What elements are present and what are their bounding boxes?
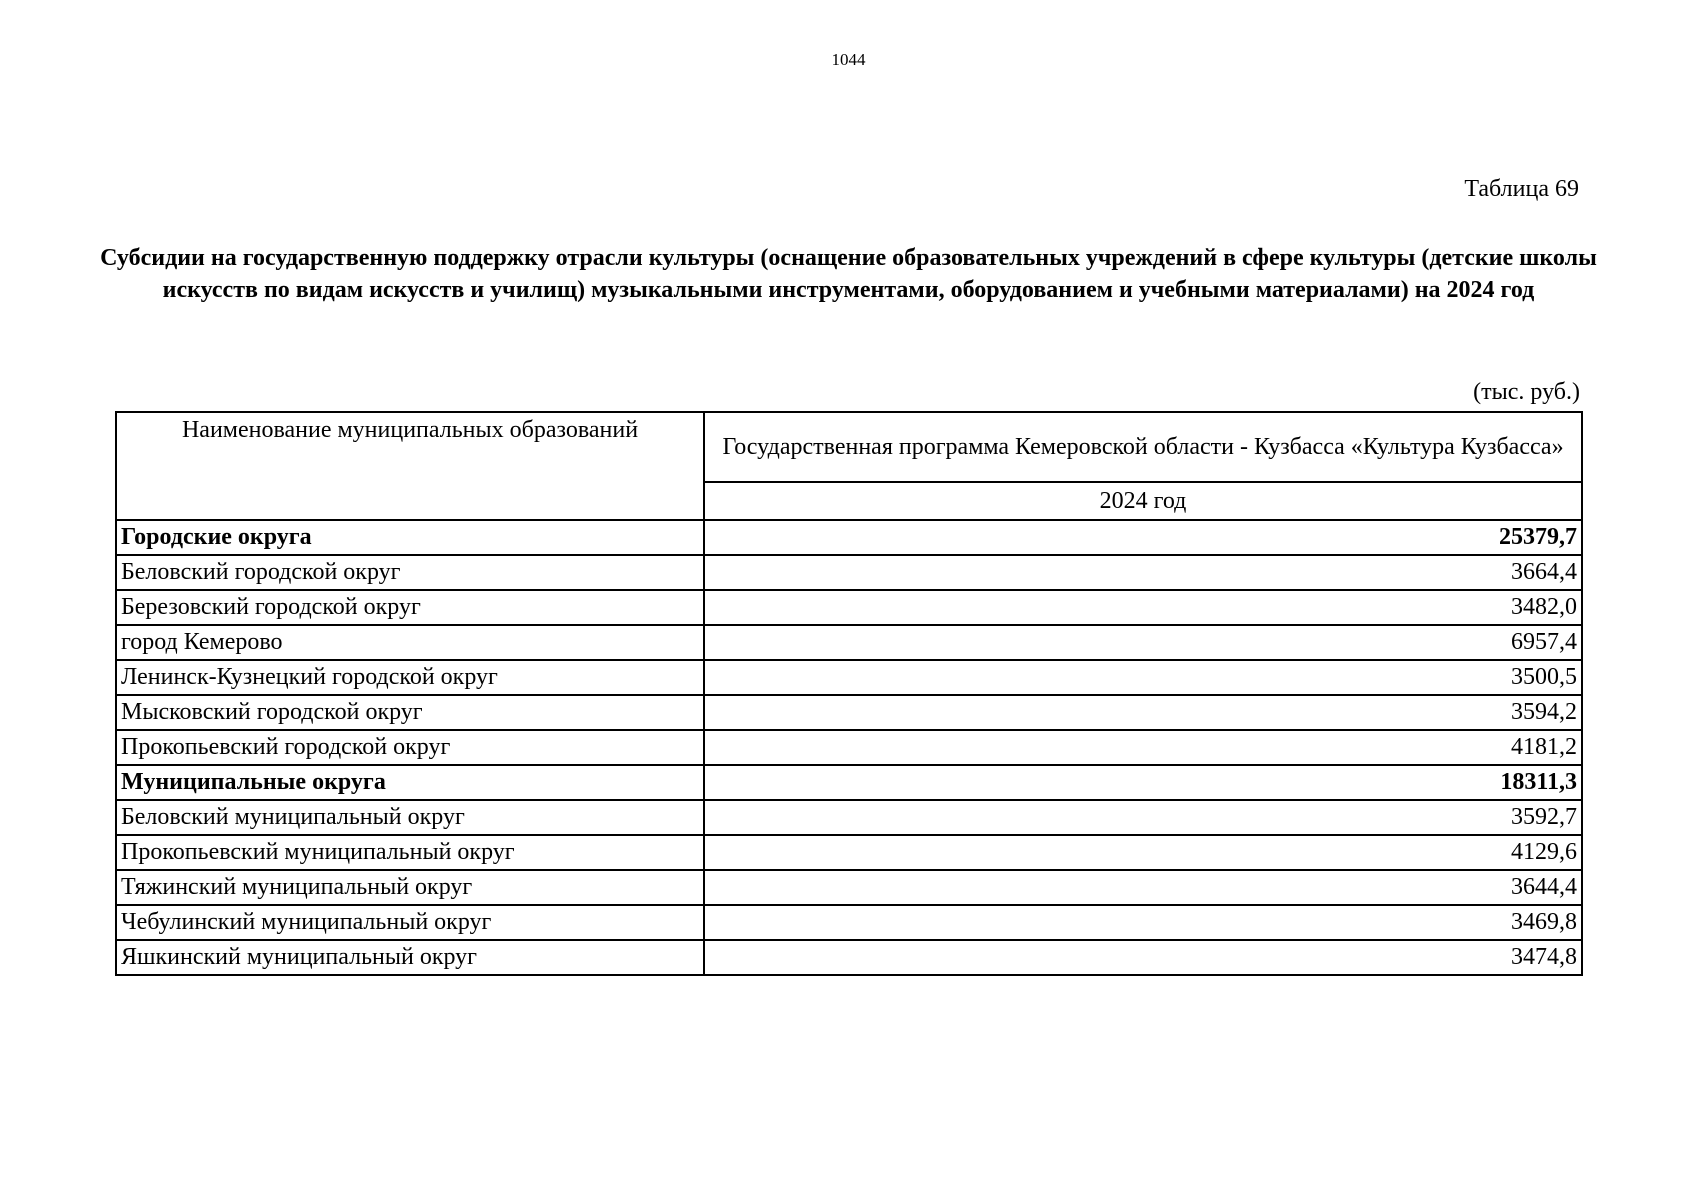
- row-value: 3664,4: [704, 555, 1582, 590]
- column-header-program: Государственная программа Кемеровской области - Кузбасса «Культура Кузбасса»: [704, 412, 1582, 482]
- row-value: 3469,8: [704, 905, 1582, 940]
- table-row-group: [116, 520, 1582, 555]
- table-row: [116, 940, 1582, 975]
- table-row: [116, 800, 1582, 835]
- row-name: Прокопьевский городской округ: [116, 730, 704, 765]
- table-row: [116, 660, 1582, 695]
- table-row: [116, 695, 1582, 730]
- subsidy-table: [115, 411, 1583, 976]
- row-value: 3594,2: [704, 695, 1582, 730]
- row-value: 3644,4: [704, 870, 1582, 905]
- row-value: 18311,3: [704, 765, 1582, 800]
- table-row: [116, 835, 1582, 870]
- table-row: [116, 905, 1582, 940]
- row-value: 3592,7: [704, 800, 1582, 835]
- row-name: Прокопьевский муниципальный округ: [116, 835, 704, 870]
- row-name: Мысковский городской округ: [116, 695, 704, 730]
- row-name: город Кемерово: [116, 625, 704, 660]
- page-number: 1044: [831, 50, 866, 69]
- row-name: Муниципальные округа: [116, 765, 704, 800]
- row-value: 3474,8: [704, 940, 1582, 975]
- column-header-year: 2024 год: [704, 482, 1582, 520]
- table-row-group: [116, 765, 1582, 800]
- units-label: (тыс. руб.): [1473, 379, 1580, 405]
- document-title: Субсидии на государственную поддержку отрасли культуры (оснащение образовательных учреждений в сфере культуры (детские школы искусств по видам искусств и училищ) музыкальными инструментами, оборудованием и учебными материалами) на 2024 год: [100, 245, 1597, 303]
- table-row: [116, 625, 1582, 660]
- row-name: Беловский муниципальный округ: [116, 800, 704, 835]
- table-row: [116, 870, 1582, 905]
- row-name: Яшкинский муниципальный округ: [116, 940, 704, 975]
- row-name: Чебулинский муниципальный округ: [116, 905, 704, 940]
- row-name: Беловский городской округ: [116, 555, 704, 590]
- row-value: 4181,2: [704, 730, 1582, 765]
- table-row: [116, 555, 1582, 590]
- row-value: 3482,0: [704, 590, 1582, 625]
- table-label: Таблица 69: [1464, 176, 1579, 202]
- row-value: 6957,4: [704, 625, 1582, 660]
- row-value: 3500,5: [704, 660, 1582, 695]
- row-value: 25379,7: [704, 520, 1582, 555]
- row-value: 4129,6: [704, 835, 1582, 870]
- table-row: [116, 730, 1582, 765]
- row-name: Тяжинский муниципальный округ: [116, 870, 704, 905]
- row-name: Березовский городской округ: [116, 590, 704, 625]
- table-row: [116, 590, 1582, 625]
- row-name: Городские округа: [116, 520, 704, 555]
- column-header-name: Наименование муниципальных образований: [116, 412, 704, 520]
- row-name: Ленинск-Кузнецкий городской округ: [116, 660, 704, 695]
